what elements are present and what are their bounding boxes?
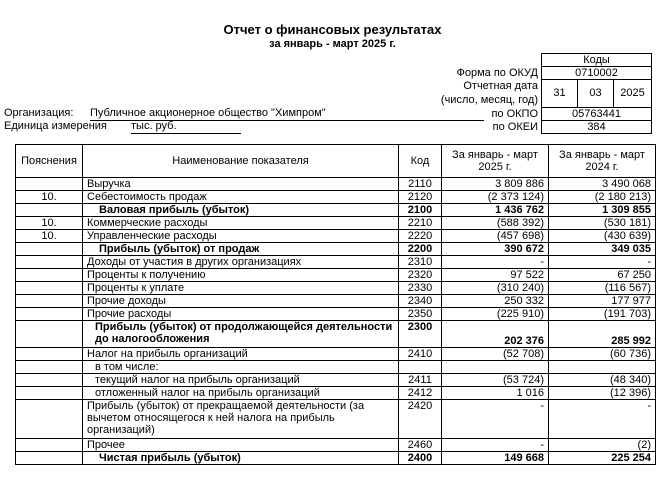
table-row: [16, 387, 656, 400]
okud-value: 0710002: [541, 66, 652, 80]
row-prev: [549, 361, 656, 374]
codes-header: Коды: [541, 53, 652, 67]
row-code: 2220: [399, 230, 442, 243]
row-cur: -: [442, 256, 549, 269]
table-row: [16, 178, 656, 191]
okpo-label: по ОКПО: [491, 108, 538, 120]
report-title: Отчет о финансовых результатах: [223, 22, 442, 37]
row-expl: [16, 361, 83, 374]
table-row: [16, 191, 656, 204]
okei-value: 384: [541, 120, 652, 134]
table-row: [16, 348, 656, 361]
table-row: [16, 321, 656, 348]
row-name: в том числе:: [83, 361, 399, 374]
row-name: Прочие расходы: [83, 308, 399, 321]
row-cur: 149 668: [442, 452, 549, 465]
row-name: Прибыль (убыток) от продолжающейся деятельности до налогообложения: [83, 321, 399, 348]
row-cur: 202 376: [442, 321, 549, 348]
row-expl: [16, 204, 83, 217]
row-expl: [16, 282, 83, 295]
row-expl: [16, 400, 83, 439]
row-expl: [16, 295, 83, 308]
okpo-value: 05763441: [541, 107, 652, 121]
org-label: Организация:: [4, 107, 74, 119]
row-prev: 67 250: [549, 269, 656, 282]
col-cur-header: За январь - март 2025 г.: [442, 145, 549, 178]
row-code: 2460: [399, 439, 442, 452]
row-code: 2210: [399, 217, 442, 230]
okud-label: Форма по ОКУД: [456, 67, 538, 79]
table-row: [16, 243, 656, 256]
row-expl: [16, 321, 83, 348]
row-prev: (116 567): [549, 282, 656, 295]
row-expl: [16, 178, 83, 191]
row-code: [399, 361, 442, 374]
okei-label: по ОКЕИ: [492, 121, 538, 133]
row-prev: (48 340): [549, 374, 656, 387]
row-name: Прочее: [83, 439, 399, 452]
row-expl: 10.: [16, 217, 83, 230]
row-name: Выручка: [83, 178, 399, 191]
table-row: [16, 217, 656, 230]
row-name: текущий налог на прибыль организаций: [83, 374, 399, 387]
date-day: 31: [541, 79, 578, 108]
table-row: [16, 308, 656, 321]
row-name: Прибыль (убыток) от продаж: [83, 243, 399, 256]
row-code: 2320: [399, 269, 442, 282]
row-cur: [442, 361, 549, 374]
row-name: Проценты к уплате: [83, 282, 399, 295]
row-code: 2410: [399, 348, 442, 361]
row-code: 2110: [399, 178, 442, 191]
row-expl: [16, 269, 83, 282]
row-cur: 250 332: [442, 295, 549, 308]
row-cur: (310 240): [442, 282, 549, 295]
row-prev: (12 396): [549, 387, 656, 400]
row-cur: (457 698): [442, 230, 549, 243]
row-cur: -: [442, 439, 549, 452]
row-name: Налог на прибыль организаций: [83, 348, 399, 361]
row-cur: (225 910): [442, 308, 549, 321]
table-row: [16, 361, 656, 374]
row-cur: (53 724): [442, 374, 549, 387]
row-code: 2411: [399, 374, 442, 387]
row-name: Чистая прибыль (убыток): [83, 452, 399, 465]
row-prev: (60 736): [549, 348, 656, 361]
row-expl: [16, 374, 83, 387]
date-month: 03: [577, 79, 614, 108]
table-row: [16, 282, 656, 295]
row-name: Прочие доходы: [83, 295, 399, 308]
row-code: 2420: [399, 400, 442, 439]
row-expl: [16, 387, 83, 400]
row-prev: 285 992: [549, 321, 656, 348]
row-prev: -: [549, 400, 656, 439]
table-row: [16, 400, 656, 439]
row-cur: 97 522: [442, 269, 549, 282]
row-prev: 1 309 855: [549, 204, 656, 217]
row-prev: 3 490 068: [549, 178, 656, 191]
row-cur: -: [442, 400, 549, 439]
row-name: Прибыль (убыток) от прекращаемой деятельности (за вычетом относящегося к ней налога на прибыль организаций): [83, 400, 399, 439]
row-code: 2412: [399, 387, 442, 400]
row-expl: [16, 243, 83, 256]
table-row: [16, 374, 656, 387]
row-cur: (588 392): [442, 217, 549, 230]
row-code: 2310: [399, 256, 442, 269]
row-code: 2330: [399, 282, 442, 295]
col-expl-header: Пояснения: [16, 145, 83, 178]
date-year: 2025: [613, 79, 652, 108]
table-row: [16, 452, 656, 465]
row-name: отложенный налог на прибыль организаций: [83, 387, 399, 400]
row-name: Проценты к получению: [83, 269, 399, 282]
row-prev: 177 977: [549, 295, 656, 308]
row-cur: 1 016: [442, 387, 549, 400]
row-prev: (530 181): [549, 217, 656, 230]
row-expl: [16, 348, 83, 361]
row-expl: [16, 452, 83, 465]
row-cur: 1 436 762: [442, 204, 549, 217]
row-name: Управленческие расходы: [83, 230, 399, 243]
table-row: [16, 269, 656, 282]
table-row: [16, 439, 656, 452]
row-prev: 225 254: [549, 452, 656, 465]
row-prev: -: [549, 256, 656, 269]
date-label-1: Отчетная дата: [463, 80, 538, 92]
row-prev: (2 180 213): [549, 191, 656, 204]
row-expl: [16, 439, 83, 452]
row-cur: 390 672: [442, 243, 549, 256]
table-row: [16, 256, 656, 269]
row-code: 2400: [399, 452, 442, 465]
row-code: 2200: [399, 243, 442, 256]
row-cur: (52 708): [442, 348, 549, 361]
row-name: Доходы от участия в других организациях: [83, 256, 399, 269]
row-name: Себестоимость продаж: [83, 191, 399, 204]
row-prev: (430 639): [549, 230, 656, 243]
table-header-row: [16, 145, 656, 178]
unit-label: Единица измерения: [4, 120, 107, 132]
org-name: Публичное акционерное общество "Химпром": [90, 107, 484, 121]
financial-results-table: [15, 144, 656, 465]
row-name: Коммерческие расходы: [83, 217, 399, 230]
date-label-2: (число, месяц, год): [440, 94, 538, 106]
row-expl: 10.: [16, 191, 83, 204]
report-period: за январь - март 2025 г.: [269, 38, 396, 50]
row-code: 2100: [399, 204, 442, 217]
row-cur: 3 809 886: [442, 178, 549, 191]
row-code: 2300: [399, 321, 442, 348]
row-prev: (191 703): [549, 308, 656, 321]
table-row: [16, 295, 656, 308]
col-code-header: Код: [399, 145, 442, 178]
row-expl: 10.: [16, 230, 83, 243]
row-cur: (2 373 124): [442, 191, 549, 204]
row-name: Валовая прибыль (убыток): [83, 204, 399, 217]
row-code: 2350: [399, 308, 442, 321]
row-expl: [16, 308, 83, 321]
row-code: 2120: [399, 191, 442, 204]
unit-value: тыс. руб.: [131, 120, 241, 134]
row-code: 2340: [399, 295, 442, 308]
col-name-header: Наименование показателя: [83, 145, 399, 178]
row-expl: [16, 256, 83, 269]
col-prev-header: За январь - март 2024 г.: [549, 145, 656, 178]
table-row: [16, 230, 656, 243]
row-prev: (2): [549, 439, 656, 452]
row-prev: 349 035: [549, 243, 656, 256]
table-row: [16, 204, 656, 217]
